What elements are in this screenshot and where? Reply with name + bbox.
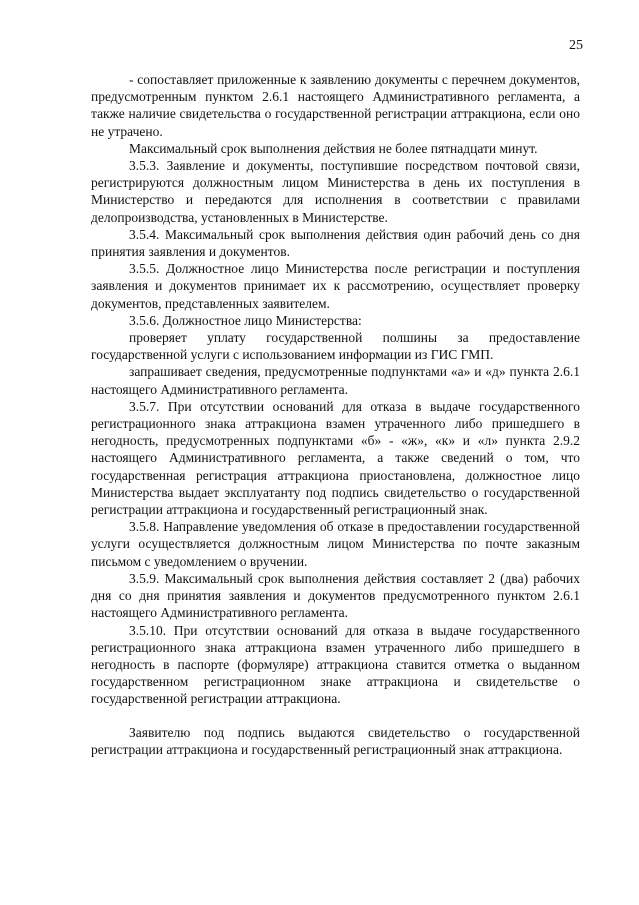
paragraph-3-5-6: 3.5.6. Должностное лицо Министерства: (129, 312, 362, 328)
paragraph-applicant-receives: Заявителю под подпись выдаются свидетельство о государственной регистрации аттракциона и государственный регистрационный знак аттракциона. (91, 724, 580, 757)
page-number: 25 (569, 38, 583, 53)
paragraph-3-5-7: 3.5.7. При отсутствии оснований для отказа в выдаче государственного регистрационного знака аттракциона взамен утраченного либо пришедшего в негодность, предусмотренных подпунктами «б» - «ж», «к» и «л» пункта 2.9.2 настоящего Административного регламента, а также сведений о том, что государственная регистрация аттракциона приостановлена, должностное лицо Министерства выдает эксплуатанту под подпись свидетельство о государственной регистрации аттракциона и государственный регистрационный знак. (91, 398, 580, 518)
paragraph-request-info: запрашивает сведения, предусмотренные подпунктами «а» и «д» пункта 2.6.1 настоящего Административного регламента. (91, 364, 580, 397)
paragraph-3-5-5: 3.5.5. Должностное лицо Министерства после регистрации и поступления заявления и документов принимает их к рассмотрению, осуществляет проверку документов, представленных заявителем. (91, 261, 580, 311)
paragraph-check-fee: проверяет уплату государственной полшины за предоставление государственной услуги с использованием информации из ГИС ГМП. (91, 330, 580, 363)
paragraph-3-5-4: 3.5.4. Максимальный срок выполнения действия один рабочий день со дня принятия заявления и документов. (91, 226, 580, 260)
document-body (91, 71, 580, 758)
paragraph-3-5-8: 3.5.8. Направление уведомления об отказе в предоставлении государственной услуги осуществляется должностным лицом Министерства по почте заказным письмом с уведомлением о вручении. (91, 519, 580, 569)
paragraph-3-5-3: 3.5.3. Заявление и документы, поступившие посредством почтовой связи, регистрируются должностным лицом Министерства в день их поступления в Министерство и передаются для исполнения в соответствии с правилами делопроизводства, установленных в Министерстве. (91, 158, 580, 225)
paragraph-max-time-15-min: Максимальный срок выполнения действия не более пятнадцати минут. (129, 140, 538, 156)
paragraph-3-5-9: 3.5.9. Максимальный срок выполнения действия составляет 2 (два) рабочих дня со дня принятия заявления и документов предусмотренного пунктом 2.6.1 настоящего Административного регламента. (91, 570, 580, 621)
paragraph-3-5-10: 3.5.10. При отсутствии оснований для отказа в выдаче государственного регистрационного знака аттракциона взамен утраченного либо пришедшего в негодность в паспорте (формуляре) аттракциона ставится отметка о выданном государственном регистрационном знаке аттракциона и свидетельстве о государственной регистрации аттракциона. (91, 622, 580, 707)
paragraph-compare-documents: - сопоставляет приложенные к заявлению документы с перечнем документов, предусмотренным пунктом 2.6.1 настоящего Административного регламента, а также наличие свидетельства о государственной регистрации аттракциона, если оно не утрачено. (91, 72, 580, 139)
